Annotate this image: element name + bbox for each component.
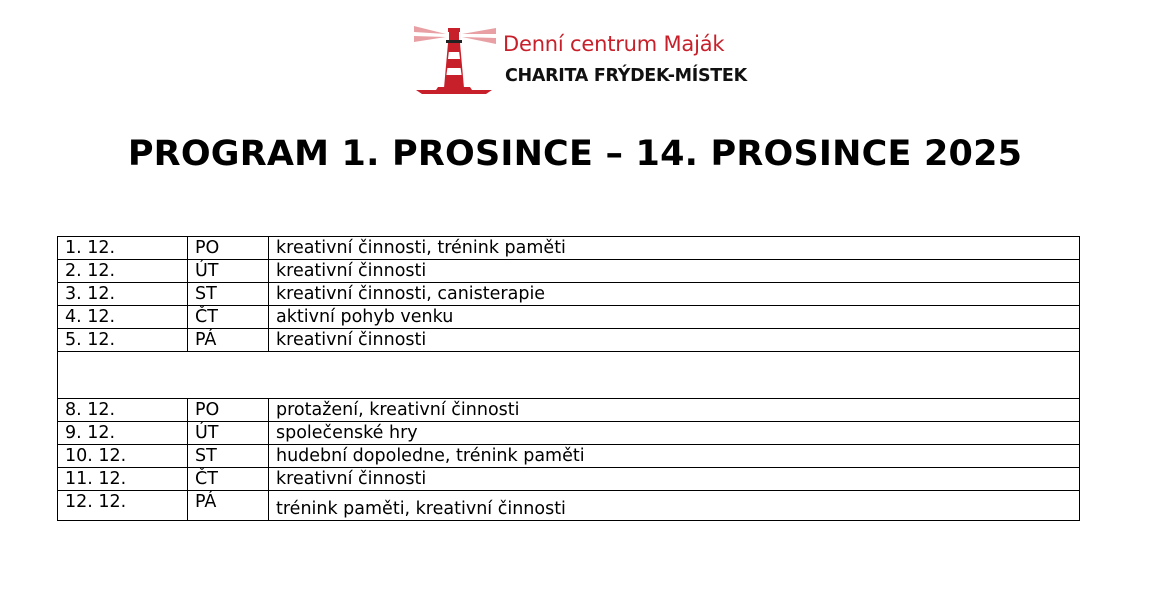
day-cell: ST [188,445,269,468]
table-row [58,491,1080,521]
schedule-table [57,236,1080,521]
weekend-spacer-row [58,352,1080,399]
activity-cell: kreativní činnosti, canisterapie [269,283,1080,306]
date-cell: 5. 12. [58,329,188,352]
date-cell: 1. 12. [58,237,188,260]
day-cell: PO [188,237,269,260]
activity-cell: protažení, kreativní činnosti [269,399,1080,422]
activity-cell: společenské hry [269,422,1080,445]
date-cell: 11. 12. [58,468,188,491]
table-row [58,422,1080,445]
header [410,22,770,96]
date-cell: 3. 12. [58,283,188,306]
day-cell: ÚT [188,422,269,445]
table-row [58,260,1080,283]
activity-cell: kreativní činnosti [269,329,1080,352]
activity-cell: hudební dopoledne, trénink paměti [269,445,1080,468]
date-cell: 10. 12. [58,445,188,468]
org-subtitle: CHARITA FRÝDEK-MÍSTEK [505,66,747,86]
activity-cell: kreativní činnosti [269,468,1080,491]
day-cell: ST [188,283,269,306]
date-cell: 4. 12. [58,306,188,329]
day-cell: ÚT [188,260,269,283]
table-row [58,283,1080,306]
activity-cell: kreativní činnosti [269,260,1080,283]
activity-cell: aktivní pohyb venku [269,306,1080,329]
date-cell: 8. 12. [58,399,188,422]
table-row [58,445,1080,468]
day-cell: ČT [188,468,269,491]
page-title: PROGRAM 1. PROSINCE – 14. PROSINCE 2025 [127,134,1023,174]
org-name: Denní centrum Maják [503,32,725,56]
date-cell: 12. 12. [58,491,188,521]
lighthouse-icon [412,24,496,96]
day-cell: PÁ [188,329,269,352]
day-cell: ČT [188,306,269,329]
day-cell: PÁ [188,491,269,521]
activity-cell: trénink paměti, kreativní činnosti [269,491,1080,521]
table-row [58,306,1080,329]
table-row [58,468,1080,491]
day-cell: PO [188,399,269,422]
table-row [58,237,1080,260]
activity-cell: kreativní činnosti, trénink paměti [269,237,1080,260]
table-row [58,399,1080,422]
date-cell: 9. 12. [58,422,188,445]
table-row [58,329,1080,352]
date-cell: 2. 12. [58,260,188,283]
spacer-cell [58,352,1080,399]
